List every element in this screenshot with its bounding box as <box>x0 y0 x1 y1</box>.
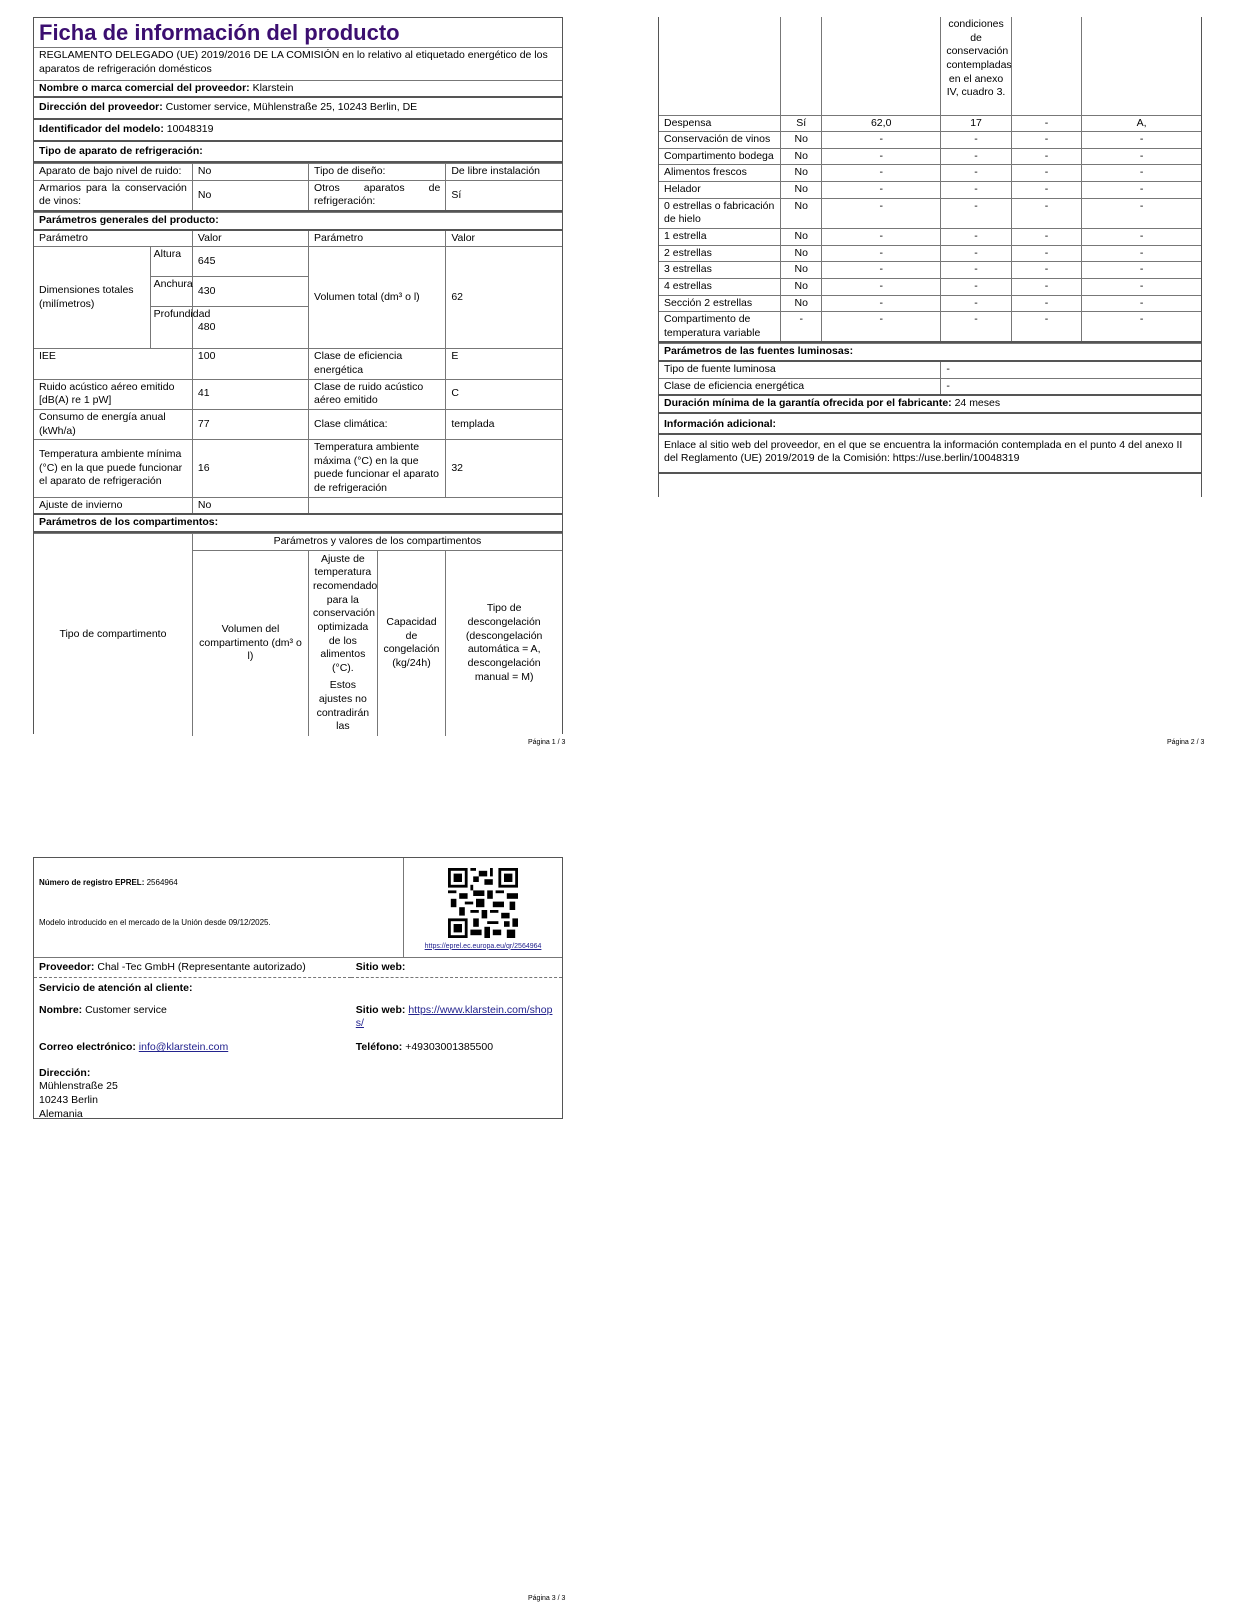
comp-cell-capacity: - <box>1011 198 1081 228</box>
height-label: Altura <box>150 247 192 277</box>
comp-cell-present: No <box>781 278 822 295</box>
comp-cell-name: 3 estrellas <box>659 262 781 279</box>
comp-capacity-header: Capacidad de congelación (kg/24h) <box>377 550 446 736</box>
comp-cell-name: 1 estrella <box>659 228 781 245</box>
eprel-table <box>34 858 562 958</box>
comp-cell-name: 0 estrellas o fabricación de hielo <box>659 198 781 228</box>
comp-cell-capacity: - <box>1011 228 1081 245</box>
eei-label: IEE <box>34 349 192 379</box>
header-table <box>34 18 562 163</box>
qr-code-icon[interactable] <box>448 868 518 938</box>
address-row <box>34 97 562 119</box>
comp-rows <box>659 115 1201 342</box>
other-value: Sí <box>446 180 562 211</box>
address-value: Customer service, Mühlenstraße 25, 10243 Berlin, DE <box>165 101 418 114</box>
comp-cell-defrost: - <box>1082 278 1201 295</box>
cont-empty-6 <box>1082 17 1201 115</box>
volume-value: 62 <box>446 247 562 349</box>
phone-row <box>351 1033 562 1057</box>
comp-volume-header: Volumen del compartimento (dm³ o l) <box>192 550 308 736</box>
comp-cell-defrost: - <box>1082 295 1201 312</box>
table-row <box>659 182 1201 199</box>
table-row <box>659 165 1201 182</box>
contact-table <box>34 958 562 1126</box>
comp-cell-volume: - <box>822 148 941 165</box>
table-row <box>659 115 1201 132</box>
comp-cell-present: No <box>781 132 822 149</box>
comp-cell-name: Conservación de vinos <box>659 132 781 149</box>
comp-cell-temp: - <box>941 245 1011 262</box>
comp-cell-defrost: - <box>1082 148 1201 165</box>
comp-cell-temp: - <box>941 165 1011 182</box>
comp-cell-temp: - <box>941 312 1011 343</box>
table-row <box>659 228 1201 245</box>
phone-value: +49303001385500 <box>405 1041 494 1054</box>
winter-value: No <box>192 497 308 514</box>
cont-empty-3 <box>822 17 941 115</box>
comp-cell-capacity: - <box>1011 262 1081 279</box>
col-param-2: Parámetro <box>309 230 446 247</box>
regulation-text: REGLAMENTO DELEGADO (UE) 2019/2016 DE LA COMISIÓN en lo relativo al etiquetado energético de los aparatos de refrigeración domésticos <box>34 48 562 80</box>
comp-cell-capacity: - <box>1011 245 1081 262</box>
comp-cell-present: Sí <box>781 115 822 132</box>
design-label: Tipo de diseño: <box>309 164 446 181</box>
col-param-1: Parámetro <box>34 230 192 247</box>
site-label: Sitio web: <box>355 1003 406 1016</box>
tmax-label: Temperatura ambiente máxima (°C) en la que puede funcionar el aparato de refrigeración <box>309 440 446 498</box>
provider-row <box>34 958 351 978</box>
comp-cell-temp: - <box>941 148 1011 165</box>
col-value-2: Valor <box>446 230 562 247</box>
email-label: Correo electrónico: <box>39 1041 136 1054</box>
page-number-2: Página 2 / 3 <box>1167 739 1205 746</box>
light-header: Parámetros de las fuentes luminosas: <box>659 344 1201 361</box>
comp-cell-volume: - <box>822 262 941 279</box>
comp-cell-present: No <box>781 245 822 262</box>
energy-value: 77 <box>192 409 308 439</box>
table-row <box>659 295 1201 312</box>
light-type-value: - <box>941 361 1201 378</box>
table-row <box>659 262 1201 279</box>
dims-label: Dimensiones totales (milímetros) <box>34 247 150 349</box>
provider-value: Chal -Tec GmbH (Representante autorizado) <box>97 960 306 973</box>
comp-cell-volume: - <box>822 198 941 228</box>
eprel-label: Número de registro EPREL: <box>39 878 145 887</box>
cont-empty-2 <box>781 17 822 115</box>
info-header: Información adicional: <box>659 413 1201 434</box>
energy-label: Consumo de energía anual (kWh/a) <box>34 409 192 439</box>
comp-cell-volume: - <box>822 228 941 245</box>
comp-temp-continuation: condiciones de conservación contempladas en el anexo IV, cuadro 3. <box>941 17 1011 115</box>
comp-cell-name: Despensa <box>659 115 781 132</box>
qr-url-link[interactable]: https://eprel.ec.europa.eu/qr/2564964 <box>424 942 542 950</box>
comp-head-table <box>34 533 562 736</box>
comp-header: Parámetros de los compartimentos: <box>34 514 562 532</box>
depth-value: 480 <box>192 307 308 349</box>
noise-class-label: Clase de ruido acústico aéreo emitido <box>309 379 446 409</box>
design-value: De libre instalación <box>446 164 562 181</box>
comp-cell-defrost: A, <box>1082 115 1201 132</box>
depth-label: Profundidad <box>150 307 192 349</box>
comp-cell-present: - <box>781 312 822 343</box>
light-class-label: Clase de eficiencia energética <box>659 378 941 395</box>
other-label: Otros aparatos de refrigeración: <box>309 180 446 211</box>
table-row <box>659 278 1201 295</box>
table-row <box>659 245 1201 262</box>
site-link[interactable]: https://www.klarstein.com/shops/ <box>355 1003 553 1030</box>
comp-cell-name: 4 estrellas <box>659 278 781 295</box>
comp-cell-name: Compartimento bodega <box>659 148 781 165</box>
email-row <box>34 1033 351 1057</box>
type-table <box>34 163 562 212</box>
comp-cell-defrost: - <box>1082 165 1201 182</box>
name-label: Nombre: <box>39 1003 83 1016</box>
wine-label: Armarios para la conservación de vinos: <box>34 180 192 211</box>
warranty-value: 24 meses <box>954 397 1001 410</box>
page-number-3: Página 3 / 3 <box>528 1595 566 1602</box>
comp-cell-present: No <box>781 148 822 165</box>
dir-line-2: 10243 Berlin <box>39 1093 98 1106</box>
comp-cell-temp: - <box>941 262 1011 279</box>
noise-label: Ruido acústico aéreo emitido [dB(A) re 1 pW] <box>34 379 192 409</box>
name-row <box>34 998 351 1033</box>
type-header: Tipo de aparato de refrigeración: <box>34 141 562 163</box>
comp-params-header: Parámetros y valores de los compartimentos <box>192 534 562 551</box>
light-table <box>659 343 1201 473</box>
comp-cell-capacity: - <box>1011 148 1081 165</box>
comp-cell-present: No <box>781 262 822 279</box>
comp-temp-header <box>309 550 378 736</box>
comp-cell-volume: - <box>822 182 941 199</box>
comp-type-header: Tipo de compartimento <box>34 534 192 736</box>
height-value: 645 <box>192 247 308 277</box>
supplier-value: Klarstein <box>252 81 294 94</box>
comp-cell-present: No <box>781 165 822 182</box>
wine-value: No <box>192 180 308 211</box>
site-row <box>351 998 562 1033</box>
dir-line-1: Mühlenstraße 25 <box>39 1080 118 1093</box>
warranty-label: Duración mínima de la garantía ofrecida por el fabricante: <box>664 397 952 410</box>
width-label: Anchura <box>150 277 192 307</box>
comp-cell-temp: - <box>941 182 1011 199</box>
address-label: Dirección del proveedor: <box>39 101 163 114</box>
name-value: Customer service <box>85 1003 167 1016</box>
comp-cell-present: No <box>781 198 822 228</box>
website-row <box>351 958 562 978</box>
comp-cell-temp: - <box>941 228 1011 245</box>
winter-empty <box>309 497 562 514</box>
tmin-value: 16 <box>192 440 308 498</box>
tmax-value: 32 <box>446 440 562 498</box>
comp-cell-temp: - <box>941 132 1011 149</box>
comp-cell-volume: 62,0 <box>822 115 941 132</box>
climate-value: templada <box>446 409 562 439</box>
comp-cell-defrost: - <box>1082 312 1201 343</box>
comp-cell-capacity: - <box>1011 182 1081 199</box>
comp-cell-name: Compartimento de temperatura variable <box>659 312 781 343</box>
climate-label: Clase climática: <box>309 409 446 439</box>
page-2 <box>658 17 1202 497</box>
col-value-1: Valor <box>192 230 308 247</box>
comp-cell-name: Alimentos frescos <box>659 165 781 182</box>
comp-cell-volume: - <box>822 245 941 262</box>
comp-cell-temp: - <box>941 295 1011 312</box>
model-value: 10048319 <box>166 122 214 135</box>
comp-cell-temp: - <box>941 278 1011 295</box>
comp-cell-defrost: - <box>1082 245 1201 262</box>
comp-cell-capacity: - <box>1011 312 1081 343</box>
model-row <box>34 119 562 141</box>
comp-temp-text-2: Estos ajustes no contradirán las <box>316 679 370 733</box>
low-noise-value: No <box>192 164 308 181</box>
tmin-label: Temperatura ambiente mínima (°C) en la que puede funcionar el aparato de refrigeración <box>34 440 192 498</box>
comp-cell-capacity: - <box>1011 115 1081 132</box>
comp-cell-defrost: - <box>1082 132 1201 149</box>
eff-class-label: Clase de eficiencia energética <box>309 349 446 379</box>
noise-class-value: C <box>446 379 562 409</box>
comp-cell-volume: - <box>822 165 941 182</box>
comp-cell-temp: - <box>941 198 1011 228</box>
width-value: 430 <box>192 277 308 307</box>
comp-cell-temp: 17 <box>941 115 1011 132</box>
eprel-info <box>34 858 404 957</box>
table-row <box>659 148 1201 165</box>
table-row <box>659 198 1201 228</box>
comp-cell-capacity: - <box>1011 165 1081 182</box>
general-table <box>34 212 562 533</box>
comp-cell-name: Helador <box>659 182 781 199</box>
comp-cell-volume: - <box>822 132 941 149</box>
comp-cell-capacity: - <box>1011 278 1081 295</box>
comp-cell-capacity: - <box>1011 295 1081 312</box>
comp-cell-present: No <box>781 228 822 245</box>
dir-label: Dirección: <box>39 1066 91 1079</box>
dir-line-3: Alemania <box>39 1107 83 1120</box>
eei-value: 100 <box>192 349 308 379</box>
table-row <box>659 312 1201 343</box>
comp-cell-volume: - <box>822 312 941 343</box>
page-number-1: Página 1 / 3 <box>528 739 566 746</box>
comp-defrost-header: Tipo de descongelación (descongelación automática = A, descongelación manual = M) <box>446 550 562 736</box>
market-text: Modelo introducido en el mercado de la Unión desde 09/12/2025. <box>39 918 271 928</box>
cont-empty-5 <box>1011 17 1081 115</box>
direction-block <box>34 1057 562 1126</box>
light-type-label: Tipo de fuente luminosa <box>659 361 941 378</box>
comp-cell-defrost: - <box>1082 198 1201 228</box>
comp-cell-defrost: - <box>1082 228 1201 245</box>
warranty-row <box>659 395 1201 413</box>
comp-cell-defrost: - <box>1082 182 1201 199</box>
winter-label: Ajuste de invierno <box>34 497 192 514</box>
low-noise-label: Aparato de bajo nivel de ruido: <box>34 164 192 181</box>
info-text: Enlace al sitio web del proveedor, en el que se encuentra la información contemplada en el punto 4 del anexo II del Reglamento (UE) 2019/2019 de la Comisión: https://use.berlin/10048319 <box>659 434 1201 473</box>
phone-label: Teléfono: <box>355 1041 403 1054</box>
comp-cell-capacity: - <box>1011 132 1081 149</box>
volume-label: Volumen total (dm³ o l) <box>309 247 446 349</box>
comp-rows-table <box>659 17 1201 343</box>
comp-cell-volume: - <box>822 278 941 295</box>
comp-cell-name: Sección 2 estrellas <box>659 295 781 312</box>
website-label: Sitio web: <box>355 960 406 973</box>
email-link[interactable]: info@klarstein.com <box>138 1041 229 1054</box>
comp-cell-present: No <box>781 295 822 312</box>
comp-cell-defrost: - <box>1082 262 1201 279</box>
page-1 <box>33 17 563 734</box>
light-class-value: - <box>941 378 1201 395</box>
comp-cell-present: No <box>781 182 822 199</box>
eprel-value: 2564964 <box>146 878 178 887</box>
eff-class-value: E <box>446 349 562 379</box>
supplier-label: Nombre o marca comercial del proveedor: <box>39 81 250 94</box>
qr-cell <box>404 858 562 957</box>
cont-empty-1 <box>659 17 781 115</box>
table-row <box>659 132 1201 149</box>
supplier-row <box>34 80 562 97</box>
noise-value: 41 <box>192 379 308 409</box>
service-header: Servicio de atención al cliente: <box>39 982 193 995</box>
general-header: Parámetros generales del producto: <box>34 213 562 230</box>
provider-label: Proveedor: <box>39 960 95 973</box>
page-3 <box>33 857 563 1119</box>
document-title: Ficha de información del producto <box>34 18 562 48</box>
comp-cell-volume: - <box>822 295 941 312</box>
comp-cell-name: 2 estrellas <box>659 245 781 262</box>
model-label: Identificador del modelo: <box>39 122 164 135</box>
comp-temp-text: Ajuste de temperatura recomendado para la conservación optimizada de los alimentos (°C). <box>313 552 378 674</box>
